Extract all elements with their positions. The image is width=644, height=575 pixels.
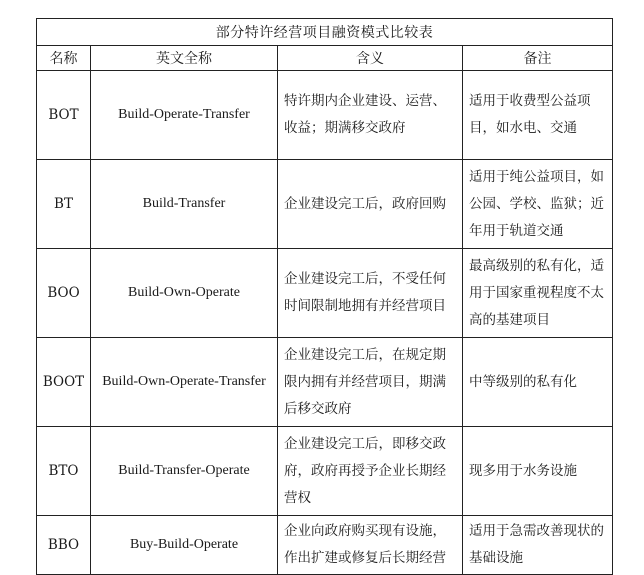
cell-english: Build-Transfer-Operate: [91, 427, 278, 516]
table-row: [37, 516, 613, 575]
cell-english: Build-Transfer: [91, 160, 278, 249]
cell-name: BBO: [37, 516, 91, 575]
table-row: [37, 249, 613, 338]
header-meaning: 含义: [278, 46, 463, 71]
cell-english: Build-Operate-Transfer: [91, 71, 278, 160]
cell-note: 适用于收费型公益项目，如水电、交通: [463, 71, 613, 160]
cell-note: 现多用于水务设施: [463, 427, 613, 516]
cell-meaning: 企业向政府购买现有设施，作出扩建或修复后长期经营: [278, 516, 463, 575]
table-header-row: [37, 46, 613, 71]
cell-name: BOOT: [37, 338, 91, 427]
table-row: [37, 160, 613, 249]
table-title-row: [37, 19, 613, 46]
comparison-document: [36, 18, 612, 575]
cell-name: BOO: [37, 249, 91, 338]
cell-english: Buy-Build-Operate: [91, 516, 278, 575]
cell-note: 适用于纯公益项目，如公园、学校、监狱；近年用于轨道交通: [463, 160, 613, 249]
header-note: 备注: [463, 46, 613, 71]
cell-english: Build-Own-Operate-Transfer: [91, 338, 278, 427]
cell-note: 中等级别的私有化: [463, 338, 613, 427]
cell-english: Build-Own-Operate: [91, 249, 278, 338]
table-title: 部分特许经营项目融资模式比较表: [37, 19, 613, 46]
table-row: [37, 427, 613, 516]
comparison-table: [36, 18, 613, 575]
cell-name: BOT: [37, 71, 91, 160]
cell-name: BT: [37, 160, 91, 249]
cell-meaning: 企业建设完工后，政府回购: [278, 160, 463, 249]
table-row: [37, 338, 613, 427]
cell-meaning: 特许期内企业建设、运营、收益；期满移交政府: [278, 71, 463, 160]
header-name: 名称: [37, 46, 91, 71]
cell-name: BTO: [37, 427, 91, 516]
cell-meaning: 企业建设完工后，不受任何时间限制地拥有并经营项目: [278, 249, 463, 338]
table-row: [37, 71, 613, 160]
cell-note: 适用于急需改善现状的基础设施: [463, 516, 613, 575]
cell-meaning: 企业建设完工后，即移交政府，政府再授予企业长期经营权: [278, 427, 463, 516]
cell-meaning: 企业建设完工后，在规定期限内拥有并经营项目，期满后移交政府: [278, 338, 463, 427]
header-english: 英文全称: [91, 46, 278, 71]
cell-note: 最高级别的私有化，适用于国家重视程度不太高的基建项目: [463, 249, 613, 338]
